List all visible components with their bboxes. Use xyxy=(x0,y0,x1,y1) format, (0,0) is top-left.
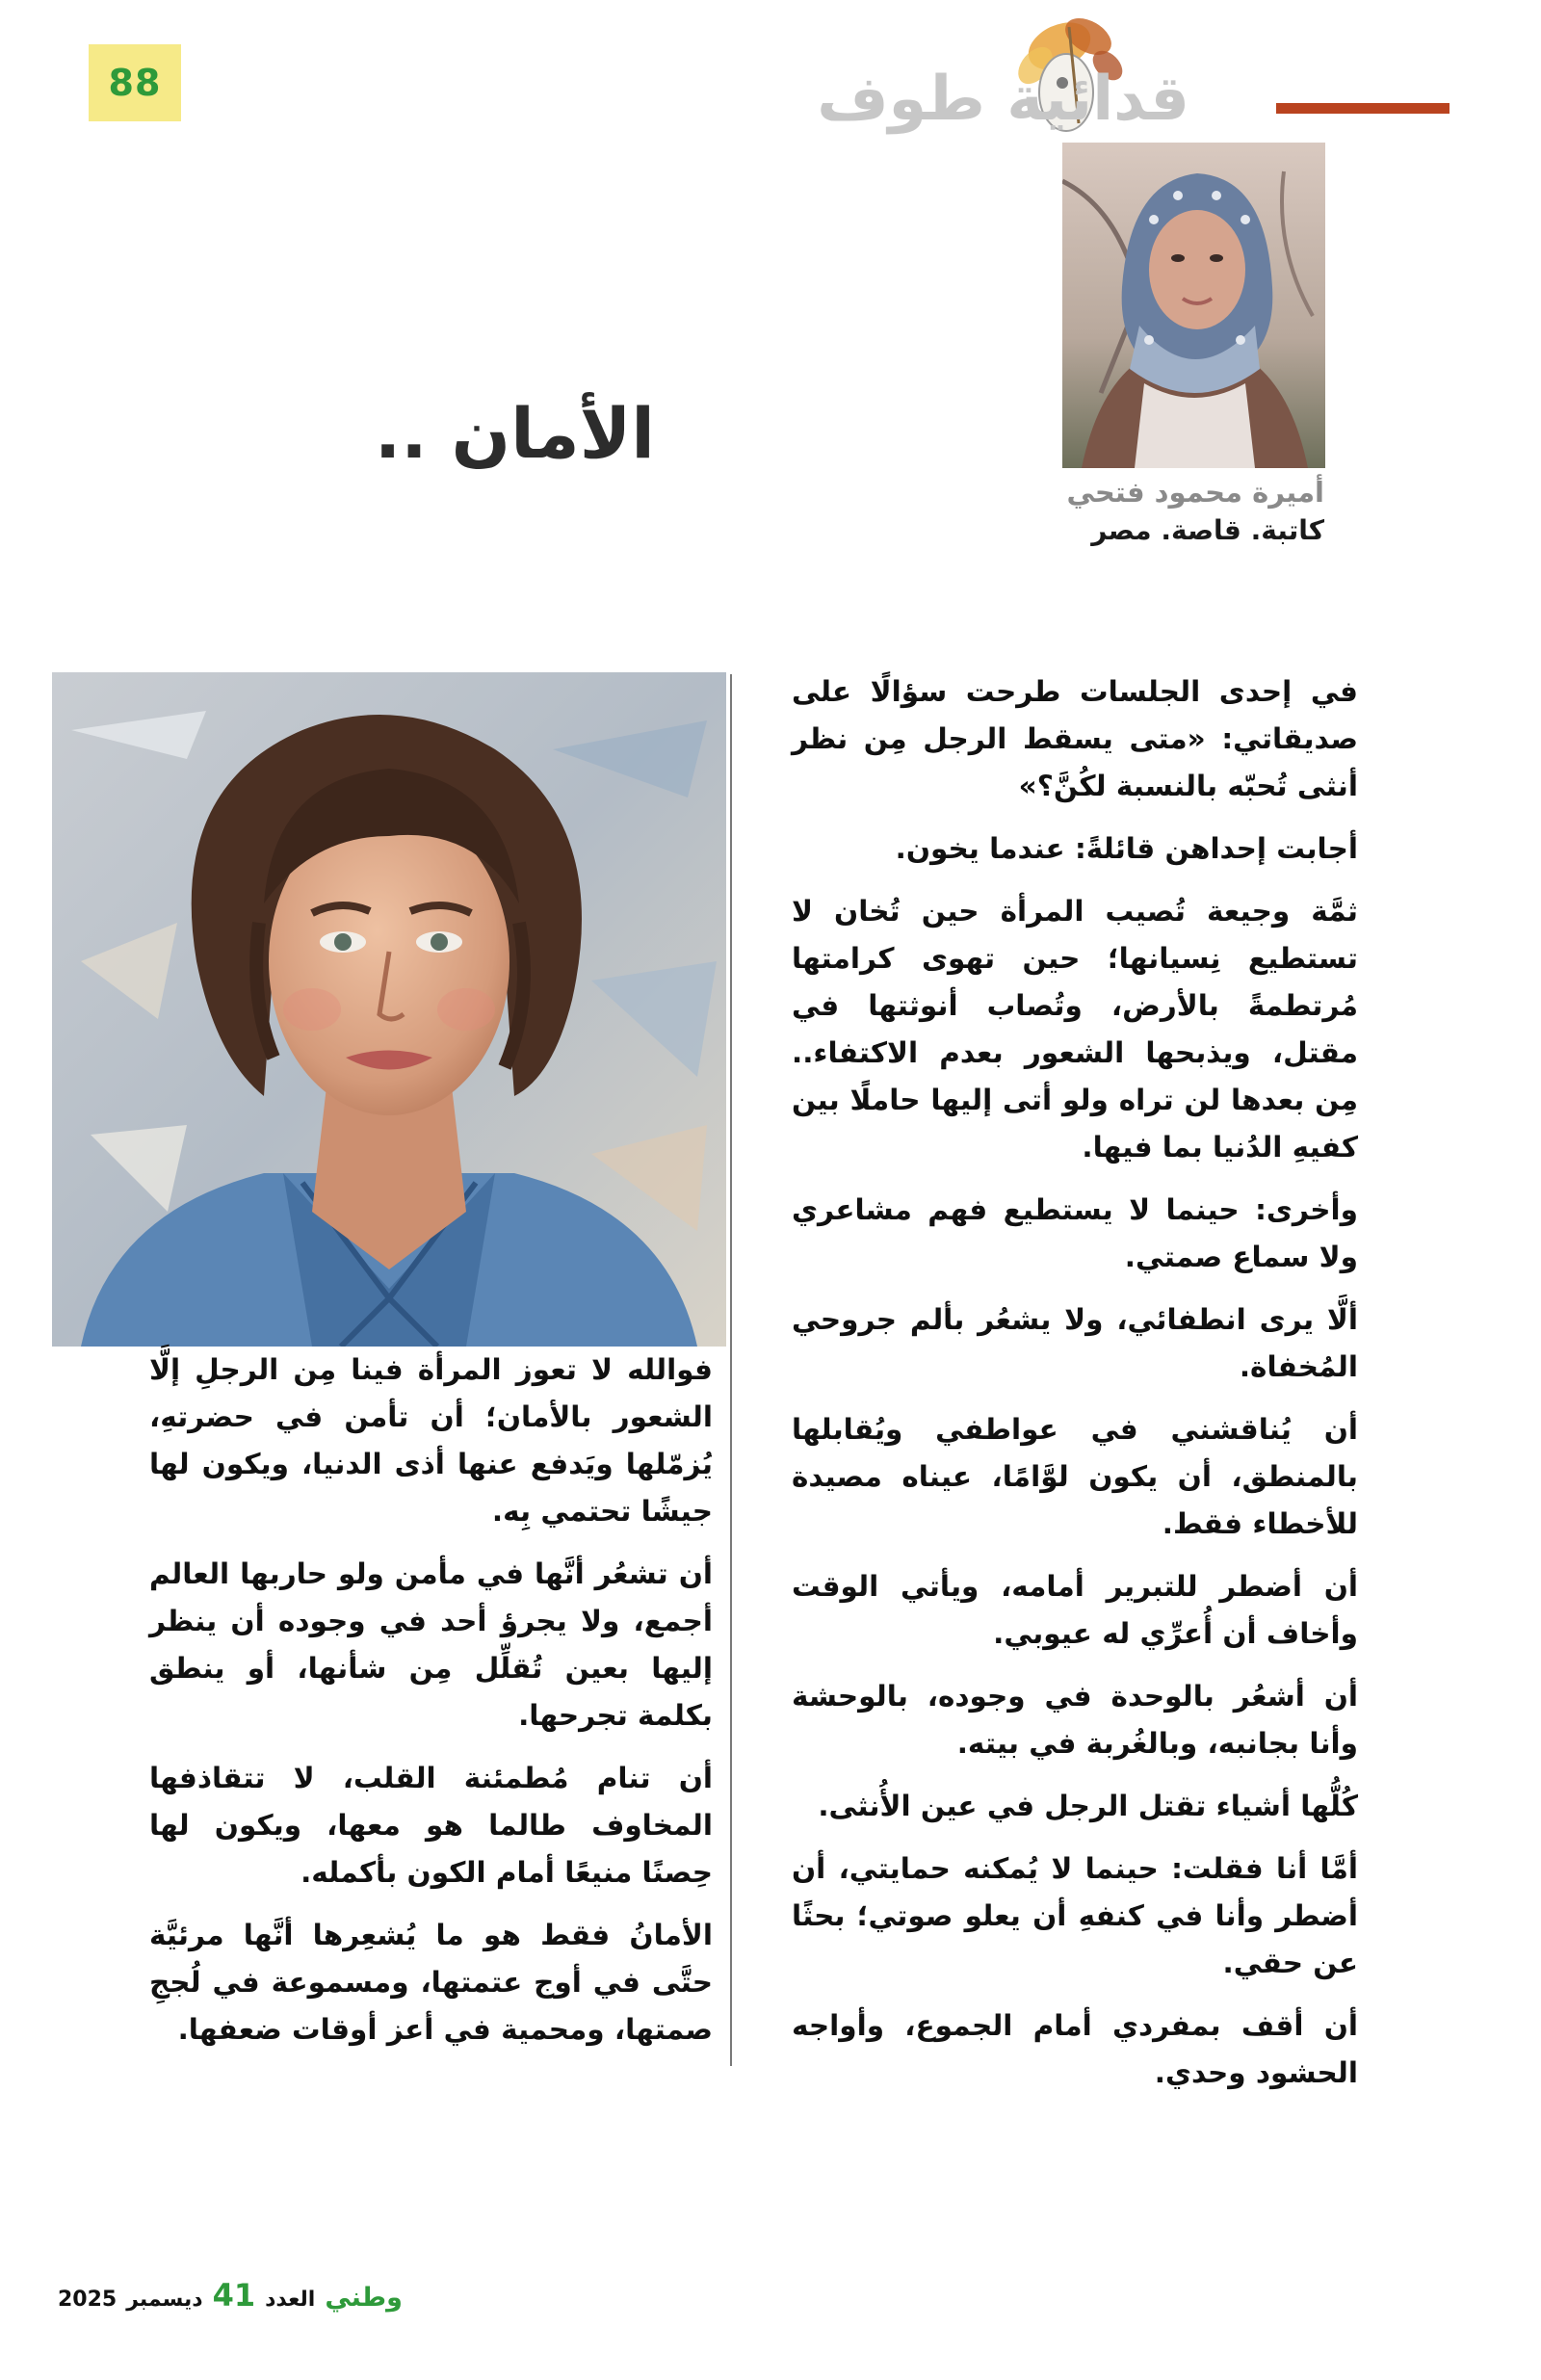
footer-issue-number: 41 xyxy=(212,2277,256,2314)
paragraph: كُلُّها أشياء تقتل الرجل في عين الأُنثى. xyxy=(818,1790,1358,1822)
author-photo xyxy=(1062,143,1325,468)
paragraph: أجابت إحداهن قائلةً: عندما يخون. xyxy=(895,832,1358,865)
paragraph: الأمانُ فقط هو ما يُشعِرها أنَّها مرئيَّة حتَّى في أوج عتمتها، ومسموعة في لُججِ صمتها، ومحمية في أعز أوقات ضعفها. xyxy=(149,1919,713,2046)
article-column-right xyxy=(792,668,1358,2112)
paragraph: أن أضطر للتبرير أمامه، ويأتي الوقت وأخاف أن أُعرِّي له عيوبي. xyxy=(792,1570,1358,1650)
footer-brand: وطني xyxy=(325,2283,403,2313)
paragraph: أن تنام مُطمئنة القلب، لا تتقاذفها المخاوف طالما هو معها، ويكون لها حِصنًا منيعًا أمام الكون بأكمله. xyxy=(149,1762,713,1889)
footer-year: 2025 xyxy=(58,2288,118,2312)
paragraph: أن أقف بمفردي أمام الجموع، وأواجه الحشود وحدي. xyxy=(792,2009,1358,2089)
paragraph: ثمَّة وجيعة تُصيب المرأة حين تُخان لا تستطيع نِسيانها؛ حين تهوى كرامتها مُرتطمةً بالأرض، وتُصاب أنوثتها في مقتل، ويذبحها الشعور بعدم الاكتفاء.. مِن بعدها لن تراه ولو أتى إليها حاملًا بين كفيهِ الدُنيا بما فيها. xyxy=(792,895,1358,1164)
author-role: كاتبة. قاصة. مصر xyxy=(1091,514,1324,546)
footer-month: ديسمبر xyxy=(126,2288,203,2312)
article-title: الأمان .. xyxy=(374,393,655,474)
logo-wordmark: قدائية طوف xyxy=(817,64,1189,135)
masthead-logo xyxy=(817,8,1450,143)
paragraph: وأخرى: حينما لا يستطيع فهم مشاعري ولا سماع صمتي. xyxy=(792,1193,1358,1273)
paragraph: أن تشعُر أنَّها في مأمن ولو حاربها العالم أجمع، ولا يجرؤ أحد في وجوده أن ينظر إليها بعين تُقلِّل مِن شأنها، أو ينطق بكلمة تجرحها. xyxy=(149,1557,713,1732)
author-name: أميرة محمود فتحي xyxy=(1066,476,1324,509)
article-column-left xyxy=(149,1347,713,2069)
article-illustration xyxy=(52,672,726,1347)
column-divider xyxy=(730,674,732,2066)
masthead-rule xyxy=(1276,103,1450,114)
paragraph: أن يُناقشني في عواطفي ويُقابلها بالمنطق، أن يكون لوَّامًا، عيناه مصيدة للأخطاء فقط. xyxy=(792,1413,1358,1540)
footer-issue-label: العدد xyxy=(265,2288,316,2312)
page-number-badge: 88 xyxy=(89,44,181,121)
paragraph: أن أشعُر بالوحدة في وجوده، بالوحشة وأنا بجانبه، وبالغُربة في بيته. xyxy=(792,1680,1358,1760)
page-footer xyxy=(58,2277,403,2315)
paragraph: فوالله لا تعوز المرأة فينا مِن الرجلِ إلَّا الشعور بالأمان؛ أن تأمن في حضرتهِ، يُزمّلها ويَدفع عنها أذى الدنيا، ويكون لها جيشًا تحتمي بِه. xyxy=(149,1353,713,1528)
paragraph: في إحدى الجلسات طرحت سؤالًا على صديقاتي: «متى يسقط الرجل مِن نظر أنثى تُحبّه بالنسبة لكُنَّ؟» xyxy=(792,675,1358,802)
paragraph: أمَّا أنا فقلت: حينما لا يُمكنه حمايتي، أن أضطر وأنا في كنفهِ أن يعلو صوتي؛ بحثًا عن حقي. xyxy=(792,1852,1358,1979)
paragraph: ألَّا يرى انطفائي، ولا يشعُر بألم جروحي المُخفاة. xyxy=(792,1303,1358,1383)
